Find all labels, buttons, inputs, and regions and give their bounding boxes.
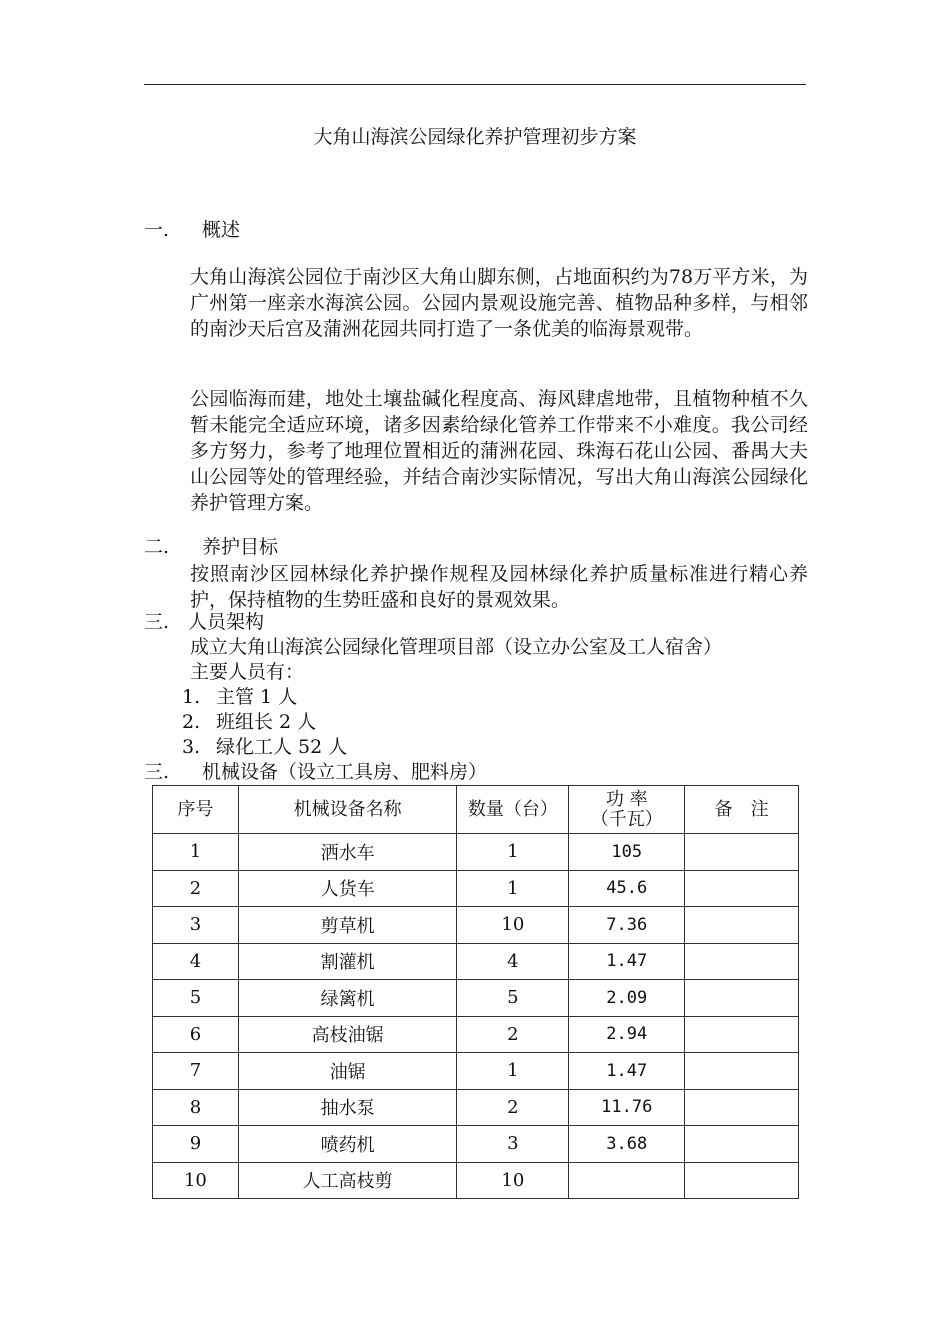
section-title: 人员架构 (188, 611, 265, 633)
table-row (153, 1016, 799, 1053)
header-power-unit: （千瓦） (590, 808, 663, 830)
equipment-table (152, 785, 799, 1199)
cell-note (685, 1016, 799, 1053)
cell-name: 人货车 (238, 870, 457, 907)
list-text: 绿化工人 52 人 (216, 736, 348, 758)
cell-qty: 3 (457, 1126, 569, 1163)
cell-note (685, 943, 799, 980)
section-number: 三. (144, 611, 170, 633)
header-no: 序号 (153, 786, 239, 834)
table-row (153, 907, 799, 944)
overview-paragraph-2 (144, 386, 808, 516)
table-row (153, 1162, 799, 1199)
list-text: 主管 1 人 (216, 686, 298, 708)
header-note: 备 注 (685, 786, 799, 834)
table-row (153, 870, 799, 907)
cell-qty: 4 (457, 943, 569, 980)
staff-list-item (182, 710, 316, 735)
cell-power: 105 (569, 834, 685, 871)
cell-no: 6 (153, 1016, 239, 1053)
cell-no: 1 (153, 834, 239, 871)
table-row (153, 1126, 799, 1163)
cell-name: 喷药机 (238, 1126, 457, 1163)
header-power (569, 786, 685, 834)
cell-name: 洒水车 (238, 834, 457, 871)
cell-qty: 2 (457, 1016, 569, 1053)
section-number: 二. (144, 536, 170, 558)
list-number: 1. (182, 686, 201, 708)
cell-name: 油锯 (238, 1053, 457, 1090)
header-qty: 数量（台） (457, 786, 569, 834)
cell-no: 4 (153, 943, 239, 980)
cell-power: 7.36 (569, 907, 685, 944)
cell-note (685, 980, 799, 1017)
section-number: 一. (144, 219, 170, 241)
cell-no: 8 (153, 1089, 239, 1126)
list-number: 2. (182, 711, 201, 733)
table-row (153, 1089, 799, 1126)
cell-note (685, 870, 799, 907)
paragraph-text: 公园临海而建，地处土壤盐碱化程度高、海风肆虐地带，且植物种植不久暂未能完全适应环境，诸多因素给绿化管养工作带来不小难度。我公司经多方努力，参考了地理位置相近的蒲洲花园、珠海石花山公园、番禺大夫山公园等处的管理经验，并结合南沙实际情况，写出大角山海滨公园绿化养护管理方案。 (190, 388, 808, 514)
paragraph-text: 按照南沙区园林绿化养护操作规程及园林绿化养护质量标准进行精心养护，保持植物的生势旺盛和良好的景观效果。 (190, 563, 808, 611)
table-row (153, 1053, 799, 1090)
staff-main: 主要人员有： (190, 661, 305, 683)
header-power-label: 功 率 (605, 788, 648, 810)
cell-qty: 1 (457, 1053, 569, 1090)
cell-note (685, 1089, 799, 1126)
cell-power: 11.76 (569, 1089, 685, 1126)
cell-no: 3 (153, 907, 239, 944)
staff-intro: 成立大角山海滨公园绿化管理项目部（设立办公室及工人宿舍） (190, 636, 723, 658)
cell-name: 剪草机 (238, 907, 457, 944)
section-number: 三. (144, 761, 170, 783)
table-header-row (153, 786, 799, 834)
cell-qty: 1 (457, 870, 569, 907)
cell-note (685, 834, 799, 871)
staff-list-item (182, 735, 347, 760)
cell-note (685, 907, 799, 944)
cell-no: 7 (153, 1053, 239, 1090)
cell-power: 2.94 (569, 1016, 685, 1053)
overview-paragraph-1 (144, 264, 808, 342)
cell-qty: 5 (457, 980, 569, 1017)
cell-name: 人工高枝剪 (238, 1162, 457, 1199)
cell-qty: 10 (457, 907, 569, 944)
document-title: 大角山海滨公园绿化养护管理初步方案 (313, 126, 637, 148)
table-row (153, 980, 799, 1017)
list-text: 班组长 2 人 (216, 711, 317, 733)
cell-no: 9 (153, 1126, 239, 1163)
list-number: 3. (182, 736, 201, 758)
cell-power: 2.09 (569, 980, 685, 1017)
cell-no: 10 (153, 1162, 239, 1199)
section-title: 概述 (202, 219, 241, 241)
section-equipment-heading (144, 760, 808, 785)
cell-power: 1.47 (569, 1053, 685, 1090)
section-goal-heading (144, 535, 808, 560)
staff-list-item (182, 685, 297, 710)
cell-name: 抽水泵 (238, 1089, 457, 1126)
cell-name: 高枝油锯 (238, 1016, 457, 1053)
header-rule (144, 84, 806, 85)
table-row (153, 943, 799, 980)
section-overview-heading (144, 218, 808, 243)
cell-name: 绿篱机 (238, 980, 457, 1017)
cell-power: 3.68 (569, 1126, 685, 1163)
cell-power: 1.47 (569, 943, 685, 980)
cell-note (685, 1126, 799, 1163)
table-row (153, 834, 799, 871)
section-title: 机械设备（设立工具房、肥料房） (202, 761, 488, 783)
paragraph-text: 大角山海滨公园位于南沙区大角山脚东侧，占地面积约为78万平方米，为广州第一座亲水海滨公园。公园内景观设施完善、植物品种多样，与相邻的南沙天后宫及蒲洲花园共同打造了一条优美的临海景观带。 (190, 266, 808, 340)
cell-name: 割灌机 (238, 943, 457, 980)
section-title: 养护目标 (202, 536, 279, 558)
goal-paragraph (144, 561, 808, 613)
cell-note (685, 1162, 799, 1199)
cell-no: 2 (153, 870, 239, 907)
cell-power: 45.6 (569, 870, 685, 907)
cell-qty: 10 (457, 1162, 569, 1199)
header-name: 机械设备名称 (238, 786, 457, 834)
section-staff-heading (144, 610, 808, 635)
cell-qty: 2 (457, 1089, 569, 1126)
cell-qty: 1 (457, 834, 569, 871)
cell-note (685, 1053, 799, 1090)
cell-no: 5 (153, 980, 239, 1017)
cell-power (569, 1162, 685, 1199)
